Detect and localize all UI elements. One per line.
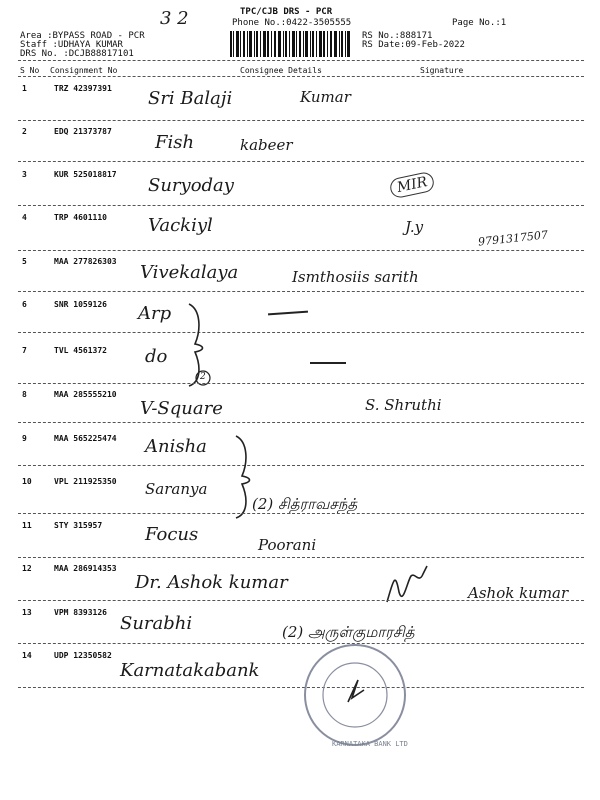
row-consignee: Vivekalaya: [140, 262, 239, 283]
row-sno: 1: [22, 84, 27, 93]
column-consignment: Consignment No: [50, 66, 118, 75]
row-sno: 6: [22, 300, 27, 309]
row-consignment: STY 315957: [54, 521, 103, 530]
row-divider: [18, 600, 584, 601]
stamp-mark: MIR: [388, 171, 436, 200]
row-divider: [18, 513, 584, 514]
document-title: TPC/CJB DRS - PCR: [240, 7, 333, 17]
column-sno: S No: [20, 66, 40, 75]
phone-note: 9791317507: [477, 228, 549, 249]
page-number: Page No.:1: [452, 18, 507, 28]
row-consignment: EDQ 21373787: [54, 127, 112, 136]
signature-scribble: [383, 562, 433, 616]
row-sno: 7: [22, 346, 27, 355]
row-consignee: Surabhi: [120, 613, 193, 634]
header-divider-top: [18, 60, 584, 61]
row-divider: [18, 205, 584, 206]
row-divider: [18, 291, 584, 292]
row-consignment: MAA 286914353: [54, 564, 117, 573]
row-divider: [18, 465, 584, 466]
bank-stamp: [300, 640, 410, 754]
drs-number: DRS No. :DCJB88817101: [20, 49, 134, 59]
row-signature: Ismthosiis sarith: [292, 268, 419, 286]
row-consignee: V-Square: [140, 398, 223, 419]
row-signature: (2) சித்ராவசந்த்: [252, 495, 358, 513]
bank-stamp-graphic: [300, 640, 410, 750]
row-signature: Ashok kumar: [468, 584, 569, 602]
handwritten-mark: 3 2: [160, 8, 189, 29]
row-consignment: MAA 277826303: [54, 257, 117, 266]
row-consignee: Sri Balaji: [148, 88, 233, 109]
header-divider-bottom: [18, 76, 584, 77]
row-consignment: TRP 4601110: [54, 213, 107, 222]
row-sno: 12: [22, 564, 32, 573]
row-sno: 8: [22, 390, 27, 399]
row-consignee: Vackiyl: [148, 215, 213, 236]
row-consignment: VPM 8393126: [54, 608, 107, 617]
row-sno: 10: [22, 477, 32, 486]
row-consignee: Karnatakabank: [120, 660, 260, 681]
row-consignee: Dr. Ashok kumar: [135, 572, 288, 593]
barcode-graphic: [230, 31, 350, 57]
row-signature: kabeer: [240, 136, 293, 154]
row-consignee: do: [145, 346, 168, 367]
signature-scribble: [310, 362, 346, 364]
staff-label: Staff :UDHAYA KUMAR: [20, 40, 123, 50]
row-consignee: Saranya: [145, 480, 208, 498]
signature-scribble: [268, 311, 308, 316]
row-consignment: MAA 285555210: [54, 390, 117, 399]
row-consignment: VPL 211925350: [54, 477, 117, 486]
row-divider: [18, 332, 584, 333]
row-signature: Kumar: [300, 88, 351, 106]
row-sno: 2: [22, 127, 27, 136]
row-sno: 13: [22, 608, 32, 617]
row-consignment: UDP 12350582: [54, 651, 112, 660]
row-consignment: KUR 525018817: [54, 170, 117, 179]
row-signature: Poorani: [258, 536, 317, 554]
phone-number: Phone No.:0422-3505555: [232, 18, 352, 28]
row-divider: [18, 557, 584, 558]
row-consignment: SNR 1059126: [54, 300, 107, 309]
column-consignee: Consignee Details: [240, 66, 322, 75]
row-consignment: TRZ 42397391: [54, 84, 112, 93]
row-divider: [18, 422, 584, 423]
row-divider: [18, 383, 584, 384]
row-divider: [18, 250, 584, 251]
column-signature: Signature: [420, 66, 464, 75]
row-sno: 4: [22, 213, 27, 222]
row-sno: 3: [22, 170, 27, 179]
row-consignee: Focus: [145, 524, 199, 545]
barcode: [230, 31, 350, 57]
row-consignee: Fish: [155, 132, 195, 153]
row-consignee: Suryoday: [148, 175, 234, 196]
row-sno: 9: [22, 434, 27, 443]
row-divider: [18, 161, 584, 162]
area-label: Area :BYPASS ROAD - PCR: [20, 31, 145, 41]
rs-date: RS Date:09-Feb-2022: [362, 40, 465, 50]
row-consignment: TVL 4561372: [54, 346, 107, 355]
signature-scribble-graphic: [383, 562, 433, 612]
row-signature: J.y: [405, 218, 424, 236]
row-sno: 5: [22, 257, 27, 266]
row-consignee: Arp: [138, 303, 172, 324]
row-consignment: MAA 565225474: [54, 434, 117, 443]
bank-stamp-text: KARNATAKA BANK LTD: [332, 740, 408, 748]
bracket-note: 2: [200, 372, 206, 382]
row-consignee: Anisha: [145, 436, 207, 457]
row-signature: (2) அருள்குமாரசித்: [282, 623, 415, 641]
row-sno: 11: [22, 521, 32, 530]
row-sno: 14: [22, 651, 32, 660]
row-signature: S. Shruthi: [365, 396, 442, 414]
row-divider: [18, 120, 584, 121]
rs-number: RS No.:888171: [362, 31, 433, 41]
